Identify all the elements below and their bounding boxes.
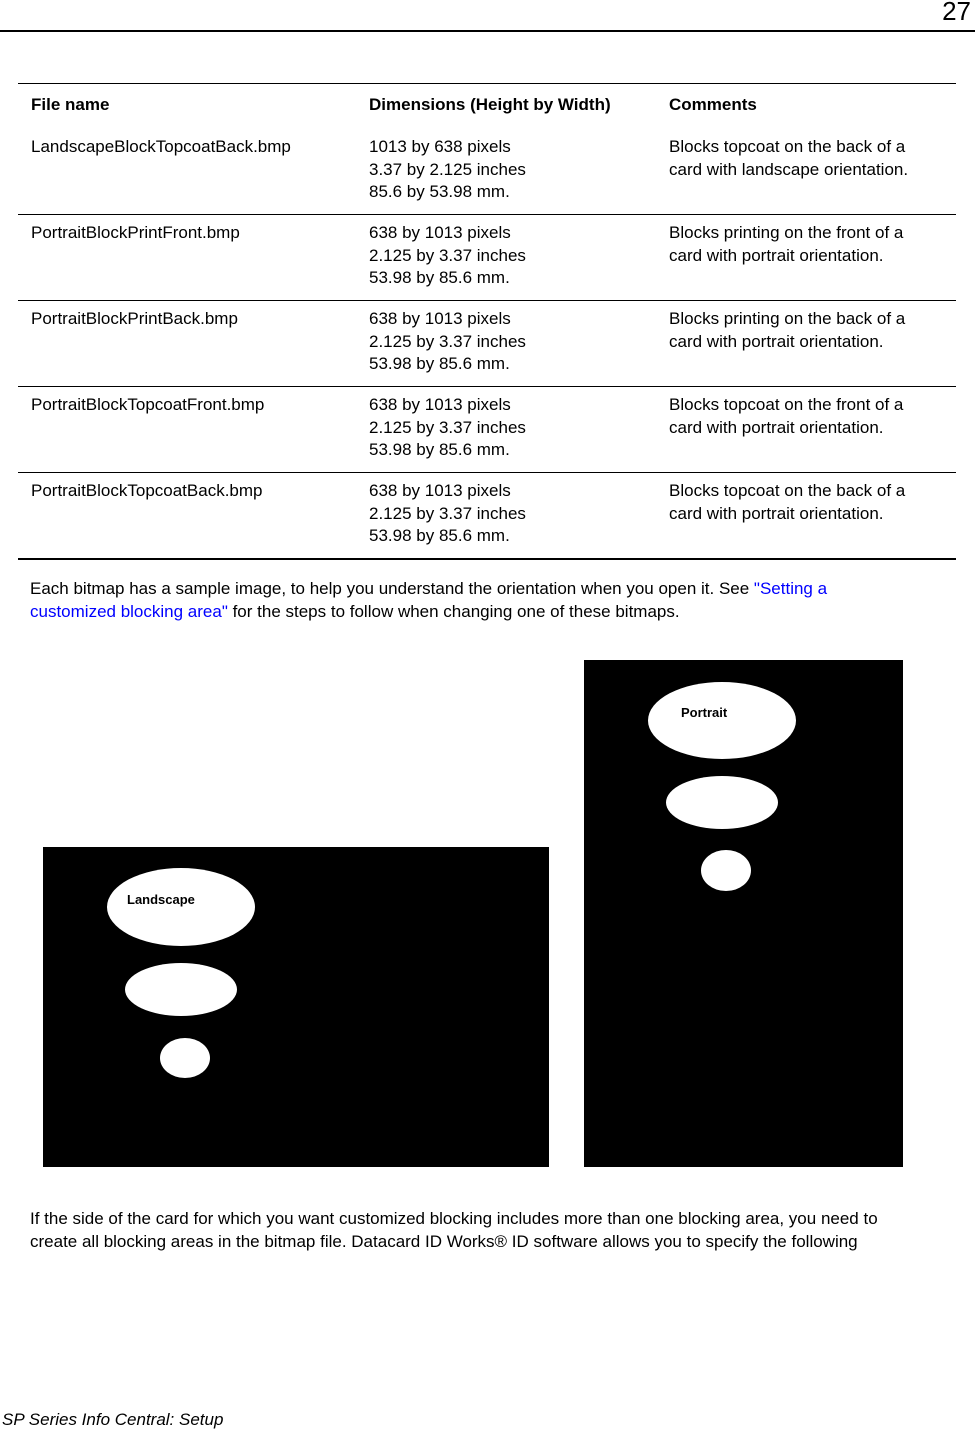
comments-cell	[669, 394, 954, 439]
page-number: 27	[942, 0, 971, 26]
comment-line: card with portrait orientation.	[669, 417, 884, 437]
comments-cell	[669, 136, 954, 181]
landscape-small-ellipse	[160, 1038, 210, 1078]
bitmap-files-table	[18, 83, 956, 560]
dimensions-cell	[369, 480, 659, 548]
table-row	[18, 214, 956, 300]
dimension-mm: 53.98 by 85.6 mm.	[369, 268, 510, 288]
dimension-mm: 53.98 by 85.6 mm.	[369, 440, 510, 460]
landscape-middle-ellipse	[125, 963, 237, 1016]
portrait-label-ellipse	[648, 682, 796, 759]
paragraph-text: Each bitmap has a sample image, to help you understand the orientation when you open it. See	[30, 579, 754, 598]
dimension-pixels: 638 by 1013 pixels	[369, 481, 511, 500]
table-header-row	[18, 84, 956, 129]
dimensions-cell	[369, 222, 659, 290]
comment-line: card with portrait orientation.	[669, 245, 884, 265]
table-row	[18, 472, 956, 558]
dimension-inches: 2.125 by 3.37 inches	[369, 503, 526, 523]
dimension-inches: 2.125 by 3.37 inches	[369, 417, 526, 437]
comment-line: Blocks topcoat on the back of a	[669, 137, 906, 156]
portrait-sample-image	[584, 660, 903, 1167]
dimensions-cell	[369, 394, 659, 462]
dimension-inches: 2.125 by 3.37 inches	[369, 245, 526, 265]
dimension-pixels: 638 by 1013 pixels	[369, 395, 511, 414]
file-name-cell: PortraitBlockTopcoatFront.bmp	[31, 395, 265, 414]
file-name-cell: LandscapeBlockTopcoatBack.bmp	[31, 137, 291, 156]
landscape-label: Landscape	[127, 892, 195, 907]
table-row	[18, 129, 956, 214]
file-name-cell: PortraitBlockPrintFront.bmp	[31, 223, 240, 242]
header-comments: Comments	[669, 95, 757, 114]
header-dimensions: Dimensions (Height by Width)	[369, 95, 611, 114]
comment-line: Blocks printing on the front of a	[669, 223, 904, 242]
paragraph-text: for the steps to follow when changing one of these bitmaps.	[227, 602, 680, 621]
multiple-blocking-areas-paragraph	[30, 1207, 965, 1253]
comment-line: card with landscape orientation.	[669, 159, 909, 179]
dimension-pixels: 638 by 1013 pixels	[369, 223, 511, 242]
portrait-label: Portrait	[681, 705, 728, 720]
dimension-pixels: 638 by 1013 pixels	[369, 309, 511, 328]
comments-cell	[669, 308, 954, 353]
dimension-mm: 53.98 by 85.6 mm.	[369, 526, 510, 546]
landscape-sample-image	[43, 847, 549, 1167]
file-name-cell: PortraitBlockPrintBack.bmp	[31, 309, 238, 328]
comment-line: card with portrait orientation.	[669, 503, 884, 523]
dimension-inches: 2.125 by 3.37 inches	[369, 331, 526, 351]
comments-cell	[669, 222, 954, 267]
table-row	[18, 386, 956, 472]
page-footer: SP Series Info Central: Setup	[2, 1410, 224, 1429]
landscape-label-ellipse	[107, 868, 255, 946]
bitmap-sample-paragraph	[30, 577, 965, 623]
paragraph-line: create all blocking areas in the bitmap file. Datacard ID Works® ID software allows you to specify the following	[30, 1232, 858, 1251]
table-body	[18, 129, 956, 558]
dimension-mm: 53.98 by 85.6 mm.	[369, 354, 510, 374]
dimensions-cell	[369, 136, 659, 204]
dimension-pixels: 1013 by 638 pixels	[369, 137, 511, 156]
comments-cell	[669, 480, 954, 525]
portrait-middle-ellipse	[666, 776, 778, 829]
dimensions-cell	[369, 308, 659, 376]
comment-line: Blocks topcoat on the front of a	[669, 395, 904, 414]
dimension-inches: 3.37 by 2.125 inches	[369, 159, 526, 179]
file-name-cell: PortraitBlockTopcoatBack.bmp	[31, 481, 263, 500]
setting-blocking-area-link[interactable]: "Setting a	[753, 579, 828, 598]
paragraph-line: If the side of the card for which you want customized blocking includes more than one blocking area, you need to	[30, 1209, 878, 1228]
header-rule	[0, 30, 975, 32]
dimension-mm: 85.6 by 53.98 mm.	[369, 182, 510, 202]
comment-line: Blocks printing on the back of a	[669, 309, 906, 328]
portrait-small-ellipse	[701, 850, 751, 891]
header-file-name: File name	[31, 95, 110, 114]
comment-line: Blocks topcoat on the back of a	[669, 481, 906, 500]
setting-blocking-area-link-continued[interactable]: customized blocking area"	[30, 602, 228, 621]
comment-line: card with portrait orientation.	[669, 331, 884, 351]
table-row	[18, 300, 956, 386]
